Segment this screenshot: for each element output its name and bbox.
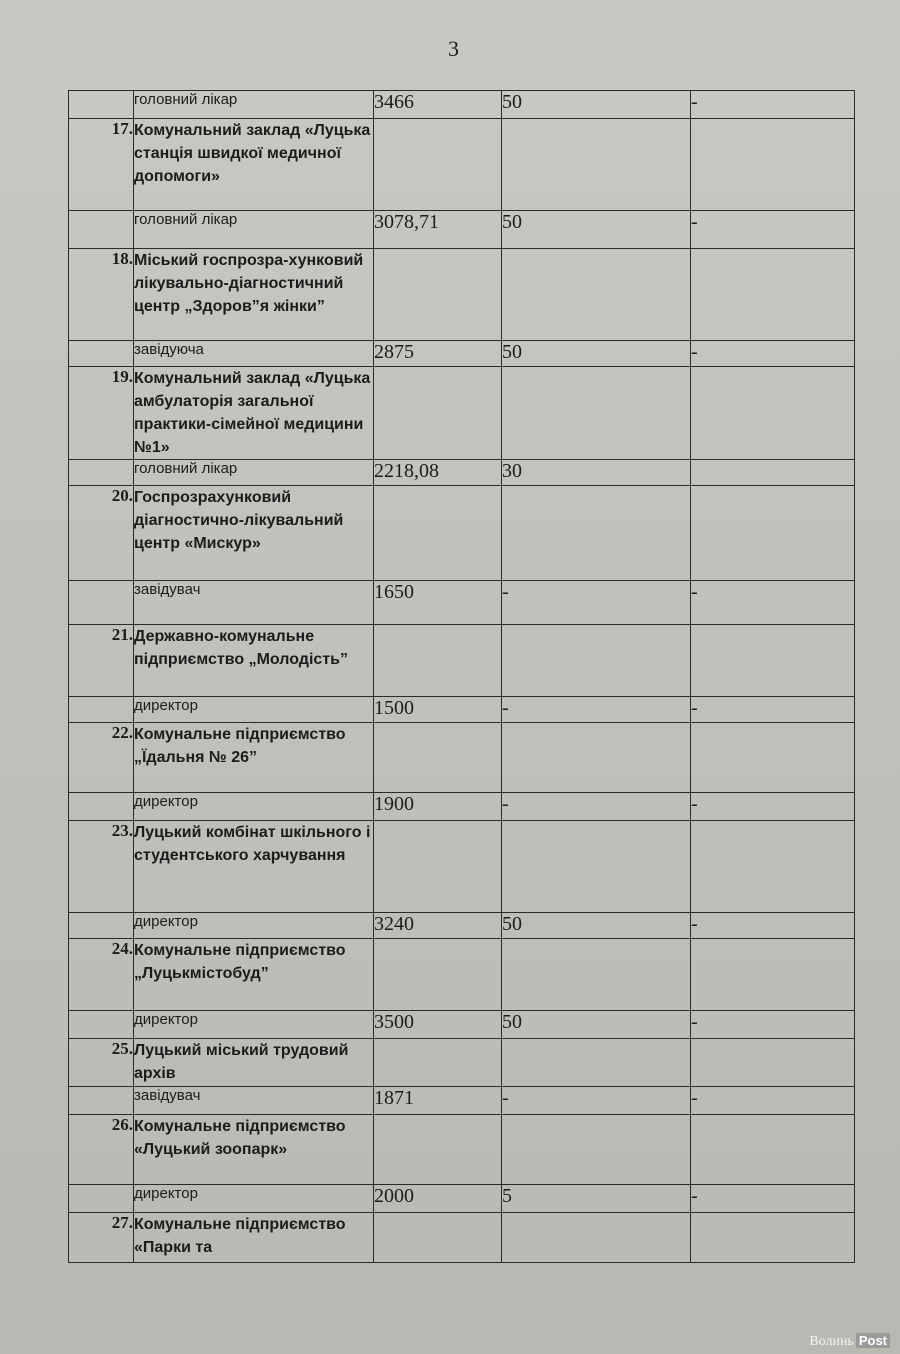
watermark-suffix: Post — [856, 1333, 890, 1348]
percent-cell: 50 — [502, 211, 691, 249]
percent-cell: 50 — [502, 341, 691, 367]
organization-row — [69, 367, 855, 460]
organization-name: Луцький комбінат шкільного і студентського харчування — [134, 821, 374, 913]
organization-row — [69, 1115, 855, 1185]
other-cell: - — [691, 1011, 855, 1039]
percent-cell: - — [502, 1087, 691, 1115]
organization-row — [69, 723, 855, 793]
organization-name: Госпрозрахунковий діагностично-лікувальний центр «Мискур» — [134, 486, 374, 581]
position-cell: головний лікар — [134, 460, 374, 486]
organization-row — [69, 1213, 855, 1263]
position-cell: директор — [134, 1185, 374, 1213]
salary-cell: 1871 — [374, 1087, 502, 1115]
organization-row — [69, 249, 855, 341]
organization-row — [69, 821, 855, 913]
table-row — [69, 91, 855, 119]
organization-row — [69, 486, 855, 581]
salary-cell: 1650 — [374, 581, 502, 625]
percent-cell: 50 — [502, 91, 691, 119]
percent-cell: 30 — [502, 460, 691, 486]
position-cell: директор — [134, 697, 374, 723]
other-cell: - — [691, 697, 855, 723]
salary-cell: 2875 — [374, 341, 502, 367]
table-row — [69, 1185, 855, 1213]
position-cell: головний лікар — [134, 91, 374, 119]
other-cell: - — [691, 581, 855, 625]
entry-number: 23. — [69, 821, 134, 913]
salary-cell: 3500 — [374, 1011, 502, 1039]
position-cell: завідувач — [134, 1087, 374, 1115]
organization-row — [69, 119, 855, 211]
entry-number: 22. — [69, 723, 134, 793]
entry-number: 19. — [69, 367, 134, 460]
entry-number: 25. — [69, 1039, 134, 1087]
percent-cell: - — [502, 697, 691, 723]
salary-cell: 3078,71 — [374, 211, 502, 249]
organization-row — [69, 939, 855, 1011]
organization-name: Міський госпрозра-хунковий лікувально-діагностичний центр „Здоров”я жінки” — [134, 249, 374, 341]
watermark-logo — [809, 1333, 890, 1350]
salary-cell: 2000 — [374, 1185, 502, 1213]
entry-number: 18. — [69, 249, 134, 341]
other-cell: - — [691, 913, 855, 939]
other-cell: - — [691, 1185, 855, 1213]
table-row — [69, 913, 855, 939]
salary-cell: 1900 — [374, 793, 502, 821]
organization-name: Державно-комунальне підприємство „Молодість” — [134, 625, 374, 697]
position-cell: директор — [134, 793, 374, 821]
entry-number: 20. — [69, 486, 134, 581]
position-cell: завідуюча — [134, 341, 374, 367]
position-cell: директор — [134, 1011, 374, 1039]
number-cell — [69, 91, 134, 119]
table-row — [69, 341, 855, 367]
organization-name: Комунальне підприємство «Парки та — [134, 1213, 374, 1263]
entry-number: 24. — [69, 939, 134, 1011]
percent-cell: - — [502, 581, 691, 625]
other-cell: - — [691, 793, 855, 821]
salary-cell: 2218,08 — [374, 460, 502, 486]
watermark-brand: Волинь — [809, 1334, 854, 1349]
entry-number: 21. — [69, 625, 134, 697]
organization-name: Комунальне підприємство «Луцький зоопарк» — [134, 1115, 374, 1185]
other-cell: - — [691, 91, 855, 119]
organization-name: Комунальне підприємство „Луцькмістобуд” — [134, 939, 374, 1011]
table-row — [69, 460, 855, 486]
other-cell — [691, 460, 855, 486]
percent-cell: - — [502, 793, 691, 821]
organization-name: Луцький міський трудовий архів — [134, 1039, 374, 1087]
salary-cell: 1500 — [374, 697, 502, 723]
position-cell: головний лікар — [134, 211, 374, 249]
position-cell: завідувач — [134, 581, 374, 625]
salary-cell: 3466 — [374, 91, 502, 119]
table-row — [69, 793, 855, 821]
salary-table — [68, 90, 855, 1263]
organization-name: Комунальне підприємство „Їдальня № 26” — [134, 723, 374, 793]
table-row — [69, 1011, 855, 1039]
table-row — [69, 211, 855, 249]
percent-cell: 5 — [502, 1185, 691, 1213]
page-number: 3 — [448, 36, 459, 61]
table-row — [69, 581, 855, 625]
organization-name: Комунальний заклад «Луцька станція швидкої медичної допомоги» — [134, 119, 374, 211]
other-cell: - — [691, 341, 855, 367]
other-cell: - — [691, 211, 855, 249]
table-row — [69, 1087, 855, 1115]
organization-row — [69, 1039, 855, 1087]
entry-number: 17. — [69, 119, 134, 211]
entry-number: 27. — [69, 1213, 134, 1263]
other-cell: - — [691, 1087, 855, 1115]
organization-row — [69, 625, 855, 697]
entry-number: 26. — [69, 1115, 134, 1185]
percent-cell: 50 — [502, 913, 691, 939]
position-cell: директор — [134, 913, 374, 939]
table-row — [69, 697, 855, 723]
salary-cell: 3240 — [374, 913, 502, 939]
organization-name: Комунальний заклад «Луцька амбулаторія загальної практики-сімейної медицини №1» — [134, 367, 374, 460]
percent-cell: 50 — [502, 1011, 691, 1039]
